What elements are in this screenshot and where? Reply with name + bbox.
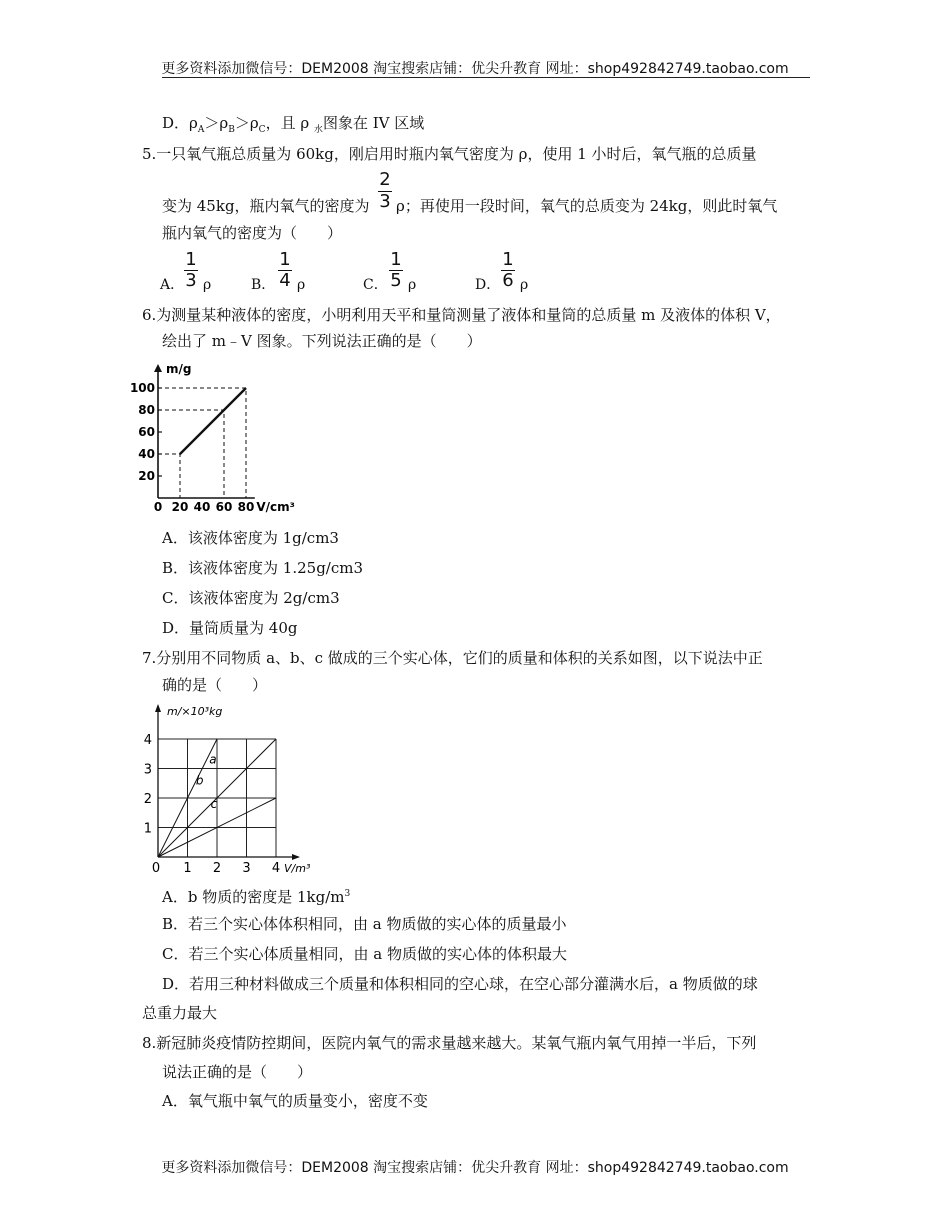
guide-line xyxy=(158,388,246,498)
y-tick-label: 1 xyxy=(143,821,152,837)
q7-stem-line1: 7.分别用不同物质 a、b、c 做成的三个实心体，它们的质量和体积的关系如图，以下说法中正 xyxy=(142,649,763,667)
y-tick-label: 100 xyxy=(129,381,155,395)
option-label: C． xyxy=(363,277,388,293)
mass-volume-grid-chart xyxy=(138,700,318,876)
q8-stem-line1: 8.新冠肺炎疫情防控期间，医院内氧气的需求量越来越大。某氧气瓶内氧气用掉一半后，下列 xyxy=(142,1034,757,1052)
rho-symbol: ρ xyxy=(189,114,198,132)
q5-stem-line2b: ρ；再使用一段时间，氧气的总质变为 24kg，则此时氧气 xyxy=(396,197,778,215)
frac-num: 1 xyxy=(502,249,514,270)
rho-symbol: ρ xyxy=(219,114,229,132)
q5-stem-line3: 瓶内氧气的密度为（ ） xyxy=(162,224,343,242)
frac-den: 5 xyxy=(390,270,402,291)
x-tick-label: 2 xyxy=(212,861,222,876)
series-line-m-v xyxy=(180,388,246,454)
rho-symbol: ρ xyxy=(249,114,259,132)
option-unit: ρ xyxy=(297,277,306,293)
x-tick-label: 3 xyxy=(242,861,251,876)
q5-frac-den: 3 xyxy=(379,191,391,212)
q5-stem-line1: 5.一只氧气瓶总质量为 60kg，刚启用时瓶内氧气密度为 ρ，使用 1 小时后，氧气瓶的总质量 xyxy=(142,145,757,163)
y-tick-label: 80 xyxy=(138,403,155,417)
y-axis-arrow xyxy=(155,704,161,712)
q7-option-a-sup: 3 xyxy=(344,889,351,899)
x-tick-label: 40 xyxy=(193,500,211,514)
y-tick-label: 4 xyxy=(143,733,152,748)
q7-stem-line2: 确的是（ ） xyxy=(162,676,268,694)
q4-tail: ，且 ρ xyxy=(265,114,314,132)
header-rule xyxy=(162,77,810,78)
option-label: D． xyxy=(475,277,501,293)
frac-num: 1 xyxy=(185,249,197,270)
series-label-b: b xyxy=(195,773,204,788)
x-tick-label: 0 xyxy=(151,861,161,876)
q5-stem-line2a: 变为 45kg，瓶内氧气的密度为 xyxy=(162,197,370,215)
y-axis-label: m/g xyxy=(166,362,192,376)
q7-option-d[interactable]: D．若用三种材料做成三个质量和体积相同的空心球，在空心部分灌满水后，a 物质做的球 xyxy=(162,975,758,993)
q4-option-d-label: D． xyxy=(162,114,190,132)
q6-option-b[interactable]: B．该液体密度为 1.25g/cm3 xyxy=(162,559,364,577)
q7-option-d-cont: 总重力最大 xyxy=(142,1004,218,1022)
option-label: B． xyxy=(251,277,276,293)
x-tick-label: 60 xyxy=(215,500,233,514)
frac-den: 4 xyxy=(279,270,291,291)
q8-option-a[interactable]: A．氧气瓶中氧气的质量变小，密度不变 xyxy=(162,1092,428,1110)
y-axis-label: m/×10³kg xyxy=(167,705,223,718)
x-axis-arrow xyxy=(292,854,300,860)
q6-option-d[interactable]: D．量筒质量为 40g xyxy=(162,619,298,637)
page-footer: 更多资料添加微信号：DEM2008 淘宝搜索店铺：优尖升教育 网址：shop492842749.taobao.com xyxy=(161,1160,789,1176)
option-label: A． xyxy=(160,277,185,293)
x-axis-label: V/m³ xyxy=(284,862,311,875)
frac-num: 1 xyxy=(390,249,402,270)
x-tick-label: 1 xyxy=(183,861,192,876)
q6-option-a[interactable]: A．该液体密度为 1g/cm3 xyxy=(162,529,339,547)
q7-option-b[interactable]: B．若三个实心体体积相同，由 a 物质做的实心体的质量最小 xyxy=(162,915,567,933)
q5-frac-num: 2 xyxy=(379,169,391,190)
sub-water: 水 xyxy=(313,125,323,135)
y-tick-label: 3 xyxy=(143,762,152,778)
q8-stem-line2: 说法正确的是（ ） xyxy=(162,1063,313,1081)
mv-chart xyxy=(129,358,360,518)
x-tick-label: 0 xyxy=(153,500,163,514)
q7-option-a[interactable] xyxy=(162,884,350,907)
y-tick-label: 40 xyxy=(138,447,155,461)
option-unit: ρ xyxy=(520,277,529,293)
option-unit: ρ xyxy=(408,277,417,293)
series-label-c: c xyxy=(210,796,218,811)
sub-c: C xyxy=(258,125,266,135)
gt-symbol: ＞ xyxy=(204,114,220,132)
x-tick-label: 4 xyxy=(271,861,281,876)
x-tick-label: 80 xyxy=(237,500,255,514)
q4-tail2: 图象在 IV 区域 xyxy=(322,114,425,132)
gt-symbol: ＞ xyxy=(234,114,250,132)
x-axis-label: V/cm³ xyxy=(256,500,295,514)
page-header: 更多资料添加微信号：DEM2008 淘宝搜索店铺：优尖升教育 网址：shop492842749.taobao.com xyxy=(161,61,789,77)
frac-den: 6 xyxy=(502,270,514,291)
q6-stem-line2: 绘出了 m﹣V 图象。下列说法正确的是（ ） xyxy=(162,332,482,350)
y-tick-label: 60 xyxy=(138,425,155,439)
y-axis-arrow xyxy=(154,364,162,372)
sub-b: B xyxy=(228,125,235,135)
option-unit: ρ xyxy=(203,277,212,293)
q6-stem-line1: 6.为测量某种液体的密度，小明利用天平和量筒测量了液体和量筒的总质量 m 及液体的体积 V， xyxy=(142,306,781,324)
y-tick-label: 2 xyxy=(143,792,152,807)
q7-option-c[interactable]: C．若三个实心体质量相同，由 a 物质做的实心体的体积最大 xyxy=(162,945,567,963)
q6-option-c[interactable]: C．该液体密度为 2g/cm3 xyxy=(162,589,340,607)
frac-num: 1 xyxy=(279,249,291,270)
series-label-a: a xyxy=(209,752,217,767)
x-tick-label: 20 xyxy=(171,500,189,514)
sub-a: A xyxy=(197,125,205,135)
q4-option-d xyxy=(162,113,424,140)
q7-option-a-text: A．b 物质的密度是 1kg/m xyxy=(162,888,345,906)
y-tick-label: 20 xyxy=(138,469,155,483)
frac-den: 3 xyxy=(185,270,197,291)
